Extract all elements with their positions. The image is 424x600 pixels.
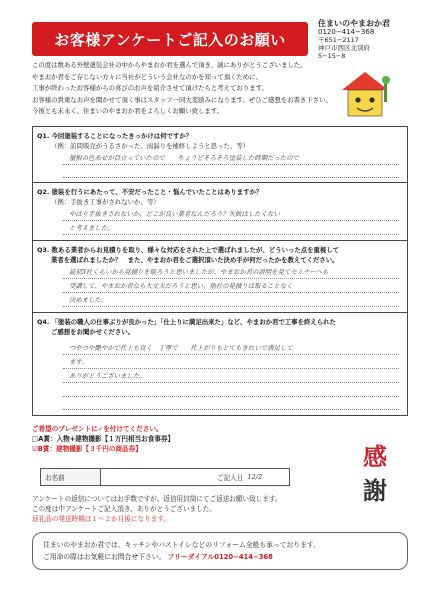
question-3 <box>33 241 407 313</box>
date-field[interactable] <box>217 469 262 485</box>
contact-line-2 <box>43 551 397 563</box>
kansha-char: 感 <box>363 442 387 471</box>
kansha-char: 謝 <box>363 476 387 505</box>
intro-line: お客様の貴重なお声を聞かせて頂く事はスタッフ一同大変励みになります。ぜひご感想をお書き下さい。 <box>32 95 332 104</box>
intro-line: 工事が終わったお客様からの喜びのお声を紹介させて頂けたらと考えております。 <box>32 84 268 92</box>
answer-text: 受講して、やまおか君なら大丈夫だろうと思い、他社の見積りは取ることなく <box>69 282 293 290</box>
mascot-icon <box>336 68 394 120</box>
answer-line <box>63 220 399 221</box>
intro-line: 今後とも末永く、住まいのやまおか君をよろしくお願い致します。 <box>32 107 224 115</box>
footer-note <box>32 494 332 524</box>
intro-line: この度は数ある外壁塗装会社の中からやまおか君を選んで頂き、誠にありがとうございました。 <box>32 61 307 69</box>
question-text: Q2. 塗装を行うにあたって、不安だったこと・悩んでいたことはありますか？ <box>37 188 263 196</box>
intro-line: やまおか君をご存じない方々に当社がどういう会社なのかを知って頂くために、 <box>32 72 263 81</box>
question-2 <box>33 183 407 241</box>
present-option-a[interactable]: □A賞：入物+建物撮影【１万円相当お食事券】 <box>32 435 175 443</box>
answer-text: 決めました。 <box>69 296 108 304</box>
question-4 <box>33 313 407 415</box>
name-label: お名前 <box>41 469 101 485</box>
company-address-1: 神戸市西区北別府 <box>318 44 370 52</box>
contact-text: ご用命の際はお気軽にお問合せ下さい。 <box>43 553 166 561</box>
answer-line <box>63 368 399 369</box>
company-address-2: 5−15−8 <box>318 52 346 60</box>
answer-line <box>63 382 399 383</box>
date-label: ご記入日 <box>217 474 244 482</box>
answer-line <box>63 409 399 410</box>
question-text-cont: 業者を選ばれましたか？ また、やまおか君をご選択頂いた決め手が何だったかを教えてください。 <box>51 256 339 264</box>
question-text: Q1. 今回塗装することになったきっかけは何ですか？ <box>37 132 193 140</box>
contact-line: 住まいのやまおか君では、キッチンやバストイレなどのリフォーム全般も承っております。 <box>43 541 320 549</box>
page-title: お客様アンケートご記入のお願い <box>32 22 308 56</box>
answer-line <box>63 278 399 279</box>
answer-line <box>63 164 399 165</box>
company-postal: 〒651−2117 <box>318 36 359 44</box>
kansha-stamp <box>350 440 400 508</box>
question-example: （例：手抜き工事がされないか、等） <box>51 198 160 206</box>
question-text-cont: ご感想をお聞かせください。 <box>51 328 135 336</box>
answer-text: 屋根の色あせが目立っていたので ちょうどそろそろ塗装した時期だったので <box>69 154 300 162</box>
company-phone: 0120−414−368 <box>318 28 375 36</box>
answer-text: と考えました。 <box>69 224 114 232</box>
answer-text: ありがとうございました。 <box>69 372 146 380</box>
question-text: Q3. 数ある業者からお見積りを取り、様々な対応をされた上で選ばれましたが、どういった点を重視して <box>37 246 340 254</box>
question-1 <box>33 127 407 183</box>
company-name: 住まいのやまおか君 <box>318 19 390 28</box>
question-text: Q4. 「塗装の職人の仕事ぶりが良かった」「仕上りに満足出来た」など、やまおか君で工事を終えられた <box>37 318 336 326</box>
questionnaire-box <box>32 126 408 416</box>
answer-text: 最初3社くらいから見積りを取ろうと思いましたが、やまおか君の説明を見てセミナーへも <box>69 268 329 276</box>
intro-text <box>32 60 332 118</box>
answer-line <box>63 234 399 235</box>
contact-phone[interactable]: フリーダイアル0120−414−368 <box>167 553 273 561</box>
answer-text: やはり手抜きされないか、どこが良い業者なんだろう？失敗はしたくない <box>69 210 280 218</box>
answer-text: ます。 <box>69 358 88 366</box>
present-option-b[interactable]: ☑B賞：建物撮影【３千円の商品券】 <box>32 445 142 453</box>
question-example: （例：訪問販売がうるさかった、雨漏りを補修しようと思った、等） <box>51 142 250 150</box>
present-section <box>32 424 332 454</box>
footer-line: この度は中アンケートご記入頂き、ありがとうございました。 <box>32 505 216 513</box>
answer-line <box>63 292 399 293</box>
name-date-box <box>40 468 290 486</box>
answer-line <box>63 396 399 397</box>
present-heading: ご希望のプレゼントに✓を付けてください。 <box>32 425 163 433</box>
answer-text: つやつや艶やかで仕上も良く 丁寧で 仕上がりもとてもきれいで満足して <box>69 344 293 352</box>
footer-line: アンケートの返信についてはお手数ですが、返信用封筒にてご返送お願い致します。 <box>32 495 282 503</box>
footer-line: 返礼品の発送時期は１〜２か月後になります。 <box>32 515 170 523</box>
answer-line <box>63 177 399 178</box>
answer-line <box>63 354 399 355</box>
date-value: 12/2 <box>247 473 263 481</box>
contact-box <box>32 532 408 570</box>
answer-line <box>63 306 399 307</box>
company-info <box>318 20 410 60</box>
